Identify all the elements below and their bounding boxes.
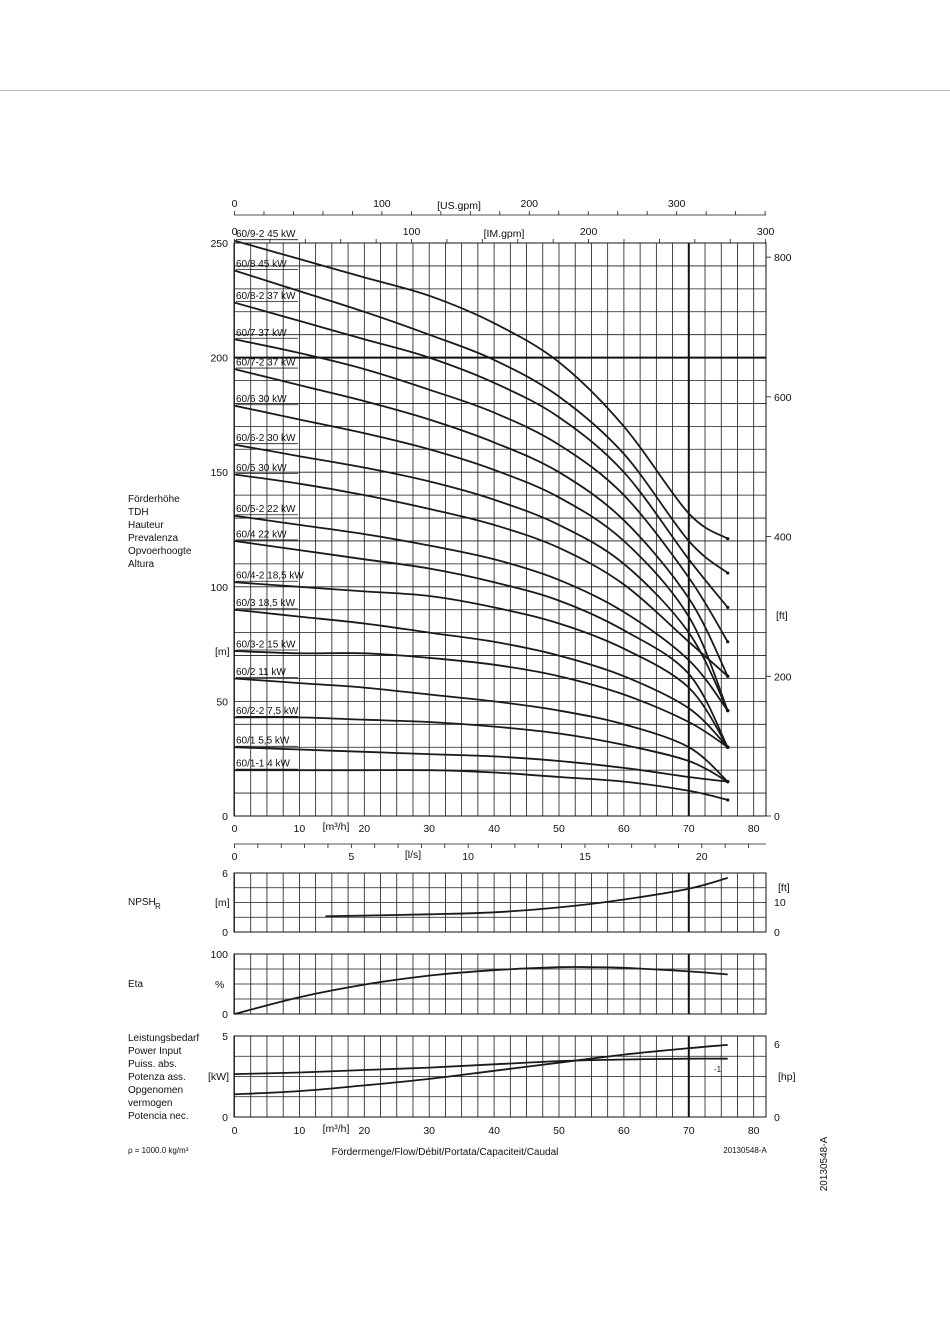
- curve-label: 60/6 30 kW: [236, 394, 287, 406]
- npsh-title: NPSH: [128, 897, 156, 908]
- curve-label: 60/3-2 15 kW: [236, 639, 296, 651]
- curve-end-dot: [726, 746, 729, 749]
- im-gpm-tick: 200: [579, 226, 598, 238]
- curve-end-dot: [726, 606, 729, 609]
- eta-tick: 0: [222, 1009, 228, 1021]
- power-curve-marker: -1: [714, 1065, 722, 1074]
- curve-label: 60/4 22 kW: [236, 529, 287, 541]
- head-curve: [235, 582, 728, 747]
- curve-label: 60/7 37 kW: [236, 327, 287, 339]
- x-axis-title: Fördermenge/Flow/Débit/Portata/Capaciteit/Caudal: [331, 1147, 559, 1158]
- curve-label: 60/8-2 37 kW: [236, 291, 296, 303]
- grid-layer: [231, 211, 771, 1117]
- x-m3h-bottom-tick: 50: [553, 1125, 565, 1137]
- y-left-title-line: TDH: [128, 507, 149, 518]
- y-left-tick: 200: [210, 352, 228, 365]
- power-title-line: Potenza ass.: [128, 1072, 186, 1083]
- curve-end-dot: [726, 709, 729, 712]
- x-m3h-bottom-tick: 10: [293, 1125, 306, 1137]
- y-right-tick: 200: [774, 671, 792, 684]
- x-m3h-tick: 20: [358, 823, 371, 835]
- x-m3h-bottom-tick: 70: [682, 1125, 695, 1137]
- curve-label: 60/4-2 18,5 kW: [236, 570, 304, 582]
- im-gpm-unit: [IM.gpm]: [483, 228, 525, 240]
- x-m3h-tick: 50: [553, 823, 565, 835]
- y-left-tick: 100: [210, 581, 228, 594]
- head-curve: [235, 406, 728, 711]
- curve-end-dot: [726, 675, 729, 678]
- x-ls-tick: 15: [579, 851, 591, 863]
- y-right-tick: 400: [774, 531, 792, 544]
- x-m3h-tick: 0: [231, 823, 238, 835]
- curve-end-dot: [726, 640, 729, 643]
- eta-tick: 100: [210, 949, 228, 961]
- x-m3h-bottom-tick: 60: [618, 1125, 630, 1137]
- x-m3h-bottom-tick: 0: [231, 1125, 238, 1137]
- curve-label: 60/1 5,5 kW: [236, 735, 290, 747]
- x-m3h-tick: 80: [747, 823, 760, 835]
- us-gpm-unit: [US.gpm]: [437, 200, 481, 212]
- power-title-line: Opgenomen: [128, 1085, 184, 1096]
- npsh-right-tick: 10: [774, 897, 786, 909]
- curve-label: 60/1-1 4 kW: [236, 758, 290, 770]
- curve-label: 60/2 11 kW: [236, 666, 286, 678]
- x-m3h-tick: 60: [618, 823, 630, 835]
- y-left-tick: 50: [216, 696, 228, 709]
- npsh-right-tick: 0: [774, 927, 780, 939]
- x-m3h-tick: 70: [682, 823, 695, 835]
- power-curve-p2: [235, 1045, 728, 1094]
- us-gpm-tick: 0: [231, 198, 238, 210]
- power-title: [128, 1033, 199, 1122]
- power-title-line: Power Input: [128, 1046, 182, 1057]
- curve-layer: [235, 241, 730, 1095]
- power-title-line: Puiss. abs.: [128, 1059, 177, 1070]
- head-grid-frame: [234, 243, 766, 816]
- y-right-tick: 800: [774, 252, 792, 265]
- power-unit-left: [kW]: [208, 1071, 229, 1083]
- y-left-title-line: Prevalenza: [128, 533, 179, 544]
- head-curve: [235, 516, 728, 711]
- curve-label: 60/7-2 37 kW: [236, 357, 296, 369]
- npsh-tick: 0: [222, 927, 228, 939]
- y-left-tick: 150: [210, 467, 228, 480]
- npsh-title-sub: R: [155, 902, 161, 911]
- eta-title: Eta: [128, 979, 144, 990]
- y-left-tick: 250: [210, 238, 228, 250]
- x-m3h-bottom-tick: 20: [358, 1125, 371, 1137]
- head-curve: [235, 303, 728, 608]
- curve-label: 60/8 45 kW: [236, 259, 287, 271]
- x-ls-unit: [l/s]: [404, 849, 422, 861]
- curve-end-dot: [726, 571, 729, 574]
- y-left-title-line: Förderhöhe: [128, 494, 180, 505]
- us-gpm-tick: 200: [520, 198, 539, 210]
- x-m3h-bottom-unit: [m³/h]: [322, 1123, 350, 1135]
- eta-curve: [235, 967, 728, 1014]
- eta-unit: %: [215, 979, 225, 991]
- y-left-tick: 0: [222, 811, 228, 823]
- power-title-line: vermogen: [128, 1098, 173, 1109]
- im-gpm-tick: 100: [402, 226, 421, 238]
- curve-label: 60/6-2 30 kW: [236, 433, 296, 445]
- power-right-tick: 0: [774, 1112, 780, 1124]
- x-m3h-bottom-tick: 40: [488, 1125, 500, 1137]
- doc-code-vertical: 20130548-A: [819, 1136, 830, 1192]
- y-right-unit: [ft]: [776, 610, 788, 622]
- power-tick: 0: [222, 1112, 228, 1124]
- y-left-unit: [m]: [215, 646, 230, 658]
- x-m3h-bottom-tick: 80: [747, 1125, 760, 1137]
- power-unit-right: [hp]: [778, 1071, 796, 1083]
- im-gpm-tick: 300: [756, 226, 775, 238]
- head-curve: [235, 339, 728, 642]
- power-title-line: Potencia nec.: [128, 1111, 189, 1122]
- x-ls-tick: 20: [695, 851, 708, 863]
- power-tick: 5: [222, 1031, 228, 1043]
- doc-code: 20130548-A: [723, 1146, 767, 1155]
- density-note: ρ = 1000.0 kg/m³: [128, 1146, 189, 1155]
- curve-label: 60/5 30 kW: [236, 462, 287, 474]
- head-curve: [235, 770, 728, 800]
- power-title-line: Leistungsbedarf: [128, 1033, 200, 1044]
- y-right-tick: 0: [774, 811, 780, 823]
- curve-end-dot: [726, 537, 729, 540]
- x-m3h-tick: 30: [423, 823, 436, 835]
- us-gpm-tick: 300: [667, 198, 686, 210]
- text-layer: [128, 198, 830, 1191]
- curve-label: 60/9-2 45 kW: [236, 229, 296, 241]
- x-m3h-tick: 40: [488, 823, 500, 835]
- x-ls-tick: 0: [231, 851, 238, 863]
- x-m3h-unit: [m³/h]: [322, 821, 350, 833]
- curve-label: 60/2-2 7,5 kW: [236, 705, 299, 717]
- curve-label: 60/3 18,5 kW: [236, 598, 295, 610]
- curve-end-dot: [726, 798, 729, 801]
- y-right-tick: 600: [774, 391, 792, 404]
- npsh-unit-right: [ft]: [778, 882, 790, 894]
- head-curve: [235, 369, 728, 676]
- y-left-title-line: Opvoerhoogte: [128, 546, 192, 557]
- power-right-tick: 6: [774, 1039, 780, 1051]
- y-left-title: [128, 494, 192, 570]
- npsh-tick: 6: [222, 868, 228, 880]
- x-ls-tick: 10: [462, 851, 474, 863]
- y-left-title-line: Hauteur: [128, 520, 164, 531]
- y-left-title-line: Altura: [128, 559, 155, 570]
- x-m3h-tick: 10: [293, 823, 306, 835]
- im-gpm-tick: 0: [231, 226, 238, 238]
- npsh-unit-left: [m]: [215, 897, 230, 909]
- x-m3h-bottom-tick: 30: [423, 1125, 436, 1137]
- curve-label: 60/5-2 22 kW: [236, 504, 296, 516]
- us-gpm-tick: 100: [373, 198, 391, 210]
- curve-end-dot: [726, 780, 729, 783]
- x-ls-tick: 5: [348, 851, 355, 863]
- head-curve: [235, 679, 728, 782]
